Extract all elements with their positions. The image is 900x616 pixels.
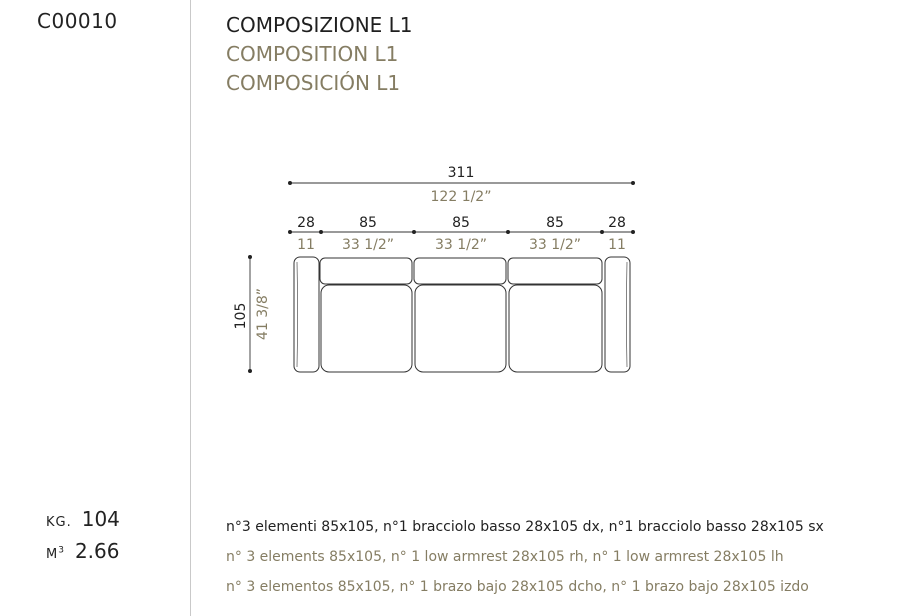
segment-cm: 28 — [297, 215, 315, 231]
title-block — [226, 11, 413, 98]
volume-label — [46, 547, 65, 562]
volume-row — [46, 539, 119, 563]
volume-unit-superscript: 3 — [58, 545, 65, 556]
description-italian: n°3 elementi 85x105, n°1 bracciolo basso 28x105 dx, n°1 bracciolo basso 28x105 sx — [226, 519, 824, 535]
title-spanish: COMPOSICIÓN L1 — [226, 71, 401, 95]
weight-row — [46, 507, 120, 531]
weight-value: 104 — [81, 507, 120, 531]
segment-cm: 85 — [359, 215, 377, 231]
vertical-divider — [190, 0, 191, 616]
description-block — [226, 512, 824, 602]
seat-cushion-2 — [415, 285, 506, 372]
description-spanish: n° 3 elementos 85x105, n° 1 brazo bajo 28x105 dcho, n° 1 brazo bajo 28x105 izdo — [226, 579, 809, 595]
backrest-1 — [320, 258, 412, 284]
description-english: n° 3 elements 85x105, n° 1 low armrest 28x105 rh, n° 1 low armrest 28x105 lh — [226, 549, 784, 565]
segment-cm: 85 — [546, 215, 564, 231]
weight-label: KG. — [46, 515, 72, 530]
product-code: C00010 — [37, 9, 118, 33]
total-cm: 311 — [447, 165, 475, 181]
segment-in: 33 1/2” — [434, 237, 488, 253]
segment-in: 33 1/2” — [528, 237, 582, 253]
segment-in: 33 1/2” — [341, 237, 395, 253]
depth-cm: 105 — [233, 302, 249, 330]
seat-cushion-3 — [509, 285, 602, 372]
seat-cushion-1 — [321, 285, 412, 372]
title-italian: COMPOSIZIONE L1 — [226, 13, 413, 37]
sofa-drawing — [294, 257, 630, 372]
segment-cm: 85 — [452, 215, 470, 231]
backrest-3 — [508, 258, 602, 284]
segment-in: 11 — [608, 237, 626, 253]
backrest-2 — [414, 258, 506, 284]
segment-in: 11 — [297, 237, 315, 253]
segment-cm: 28 — [608, 215, 626, 231]
depth-in: 41 3/8” — [255, 287, 271, 341]
title-english: COMPOSITION L1 — [226, 42, 399, 66]
volume-unit: M — [46, 547, 59, 562]
total-in: 122 1/2” — [430, 189, 492, 205]
sofa-plan-diagram — [230, 160, 670, 400]
volume-value: 2.66 — [74, 539, 120, 563]
